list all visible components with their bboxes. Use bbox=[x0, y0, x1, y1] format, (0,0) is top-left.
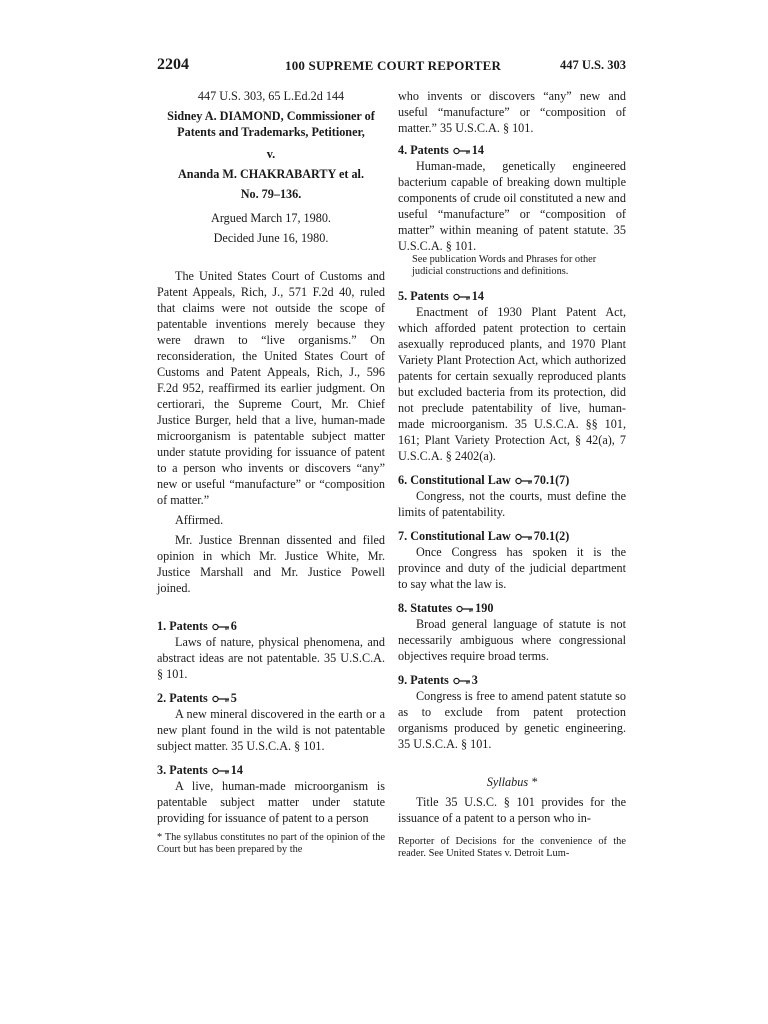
headnote-heading: 7. Constitutional Law bbox=[398, 529, 511, 543]
argued-date: Argued March 17, 1980. bbox=[211, 211, 331, 225]
docket-number: No. 79–136. bbox=[240, 187, 302, 201]
headnote-9 bbox=[398, 672, 626, 752]
headnote-text: Laws of nature, physical phenomena, and abstract ideas are not patentable. 35 U.S.C.A. § 101. bbox=[157, 635, 385, 681]
headnote-heading: 1. Patents bbox=[157, 619, 208, 633]
key-number-icon bbox=[515, 533, 533, 541]
headnote-4 bbox=[398, 142, 626, 254]
headnote-text: A live, human-made microorganism is patentable subject matter under statute providing for issuance of patent to a person bbox=[157, 779, 385, 825]
decided-date: Decided June 16, 1980. bbox=[213, 231, 329, 245]
headnote-text: Broad general language of statute is not necessarily ambiguous where congressional objectives require broad terms. bbox=[398, 617, 626, 663]
key-number: 14 bbox=[230, 763, 243, 777]
headnote-text: Once Congress has spoken it is the province and duty of the judicial department to say what the law is. bbox=[398, 545, 626, 591]
headnote-heading: 8. Statutes bbox=[398, 601, 453, 615]
disposition: Affirmed. bbox=[175, 513, 224, 527]
right-column bbox=[398, 88, 626, 860]
key-number: 5 bbox=[230, 691, 237, 705]
versus: v. bbox=[266, 147, 276, 161]
header-citation: 447 U.S. 303 bbox=[560, 58, 626, 72]
key-number-icon bbox=[212, 767, 230, 775]
headnote-text: Congress, not the courts, must define the limits of patentability. bbox=[398, 489, 626, 519]
case-citation: 447 U.S. 303, 65 L.Ed.2d 144 bbox=[197, 89, 345, 103]
key-number-icon bbox=[456, 605, 474, 613]
key-number: 3 bbox=[471, 673, 478, 687]
syllabus-footnote: * The syllabus constitutes no part of the opinion of the Court but has been prepared by the bbox=[157, 832, 385, 855]
key-number-icon bbox=[515, 477, 533, 485]
headnote-heading: 2. Patents bbox=[157, 691, 208, 705]
words-and-phrases-note: See publication Words and Phrases for other judicial constructions and definitions. bbox=[412, 254, 597, 277]
headnote-5 bbox=[398, 288, 626, 464]
headnote-heading: 6. Constitutional Law bbox=[398, 473, 511, 487]
respondent-party: Ananda M. CHAKRABARTY et al. bbox=[177, 167, 364, 181]
headnote-text: Congress is free to amend patent statute so as to exclude from patent protection organisms produced by genetic engineering. 35 U.S.C.A. § 101. bbox=[398, 689, 626, 751]
headnote-8 bbox=[398, 600, 626, 664]
headnote-7 bbox=[398, 528, 626, 592]
key-number-icon bbox=[453, 147, 471, 155]
headnote-text: Enactment of 1930 Plant Patent Act, which afforded patent protection to certain asexually reproduced plants, and 1970 Plant Variety Plant Protection Act, which authorized patents for certain sexually reproduced plants but excluded bacteria from its protection, did not preclude patentability of live, human-made microorganism. 35 U.S.C.A. §§ 101, 161; Plant Variety Protection Act, § 42(a), 7 U.S.C.A. § 2402(a). bbox=[398, 305, 626, 463]
key-number: 70.1(7) bbox=[533, 473, 570, 487]
headnote-text: Human-made, genetically engineered bacterium capable of breaking down multiple components of crude oil constituted a new and useful “manufacture” or “composition of matter” within meaning of patent statute. 35 U.S.C.A. § 101. bbox=[398, 159, 626, 253]
headnote-text: A new mineral discovered in the earth or a new plant found in the wild is not patentable subject matter. 35 U.S.C.A. § 101. bbox=[157, 707, 385, 753]
headnote-heading: 5. Patents bbox=[398, 289, 449, 303]
reporter-title: 100 SUPREME COURT REPORTER bbox=[285, 58, 502, 73]
syllabus-heading: Syllabus * bbox=[486, 775, 538, 789]
headnote-heading: 3. Patents bbox=[157, 763, 208, 777]
key-number-icon bbox=[212, 695, 230, 703]
headnote-2 bbox=[157, 690, 385, 754]
key-number: 70.1(2) bbox=[533, 529, 570, 543]
running-header bbox=[0, 56, 768, 76]
key-number: 6 bbox=[230, 619, 237, 633]
headnote-3-continued: who invents or discovers “any” new and useful “manufacture” or “composition of matter.” 35 U.S.C.A. § 101. bbox=[398, 89, 626, 135]
syllabus-footnote-continued: Reporter of Decisions for the convenience of the reader. See United States v. Detroit Lum- bbox=[398, 836, 626, 859]
key-number-icon bbox=[212, 623, 230, 631]
key-number-icon bbox=[453, 677, 471, 685]
headnote-6 bbox=[398, 472, 626, 520]
headnote-heading: 4. Patents bbox=[398, 143, 449, 157]
key-number: 190 bbox=[475, 601, 494, 615]
page-number: 2204 bbox=[157, 56, 189, 73]
petitioner-party: Sidney A. DIAMOND, Commissioner of Patents and Trademarks, Petitioner, bbox=[167, 109, 375, 139]
left-column bbox=[157, 88, 385, 856]
syllabus-text: Title 35 U.S.C. § 101 provides for the issuance of a patent to a person who in- bbox=[398, 795, 626, 825]
case-summary: The United States Court of Customs and Patent Appeals, Rich, J., 571 F.2d 40, ruled that claims were not outside the scope of patentable inventions merely because they were drawn to “live organisms.” On reconsideration, the United States Court of Customs and Patent Appeals, Rich, J., 596 F.2d 952, reaffirmed its earlier judgment. On certiorari, the Supreme Court, Mr. Chief Justice Burger, held that a live, human-made microorganism is patentable subject matter under statute providing for issuance of patent to a person who invents or discovers “any” new or useful “manufacture” or “composition of matter.” bbox=[157, 269, 385, 507]
headnote-1 bbox=[157, 618, 385, 682]
dissent-note: Mr. Justice Brennan dissented and filed opinion in which Mr. Justice White, Mr. Justice Marshall and Mr. Justice Powell joined. bbox=[157, 533, 385, 595]
key-number: 14 bbox=[471, 143, 484, 157]
key-number-icon bbox=[453, 293, 471, 301]
key-number: 14 bbox=[471, 289, 484, 303]
headnote-3 bbox=[157, 762, 385, 826]
headnote-heading: 9. Patents bbox=[398, 673, 449, 687]
